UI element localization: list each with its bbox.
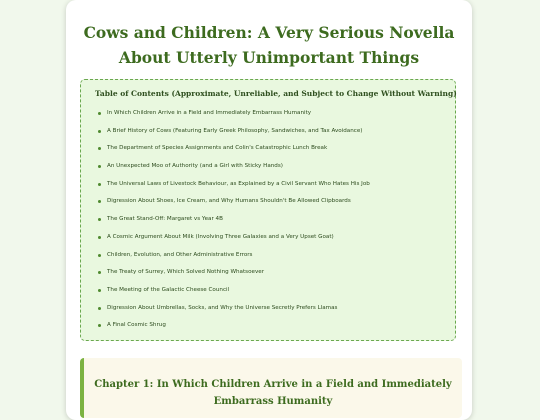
bullet-icon	[98, 130, 101, 133]
toc-link-chapter-7[interactable]: The Great Stand-Off: Margaret vs Year 4B	[107, 216, 223, 223]
bullet-icon	[98, 324, 101, 327]
toc-list	[98, 108, 448, 338]
toc-link-chapter-4[interactable]: An Unexpected Moo of Authority (and a Girl with Sticky Hands)	[107, 163, 283, 170]
toc-item	[98, 303, 448, 321]
document-title: Cows and Children: A Very Serious Novella About Utterly Unimportant Things	[83, 23, 455, 67]
toc-link-chapter-9[interactable]: Children, Evolution, and Other Administrative Errors	[107, 251, 253, 258]
toc-item	[98, 232, 448, 250]
toc-link-chapter-5[interactable]: The Universal Laws of Livestock Behaviour, as Explained by a Civil Servant Who Hates His Job	[107, 180, 370, 187]
bullet-icon	[98, 236, 101, 239]
bullet-icon	[98, 218, 101, 221]
bullet-icon	[98, 165, 101, 168]
toc-item	[98, 143, 448, 161]
toc-item	[98, 285, 448, 303]
toc-item	[98, 196, 448, 214]
bullet-icon	[98, 271, 101, 274]
bullet-icon	[98, 200, 101, 203]
toc-link-chapter-12[interactable]: Digression About Umbrellas, Socks, and Why the Universe Secretly Prefers Llamas	[107, 304, 338, 311]
toc-item	[98, 179, 448, 197]
toc-item	[98, 108, 448, 126]
bullet-icon	[98, 307, 101, 310]
bullet-icon	[98, 112, 101, 115]
toc-link-chapter-1[interactable]: In Which Children Arrive in a Field and Immediately Embarrass Humanity	[107, 110, 312, 116]
toc-item	[98, 214, 448, 232]
toc-link-chapter-11[interactable]: The Meeting of the Galactic Cheese Council	[107, 286, 230, 293]
chapter-title: Chapter 1: In Which Children Arrive in a Field and Immediately Embarrass Humanity	[94, 379, 452, 407]
toc-item	[98, 161, 448, 179]
toc-heading: Table of Contents (Approximate, Unreliable, and Subject to Change Without Warning)	[95, 89, 457, 98]
table-of-contents	[80, 79, 456, 341]
chapter-1-section	[80, 358, 462, 418]
toc-link-chapter-8[interactable]: A Cosmic Argument About Milk (Involving Three Galaxies and a Very Upset Goat)	[107, 233, 334, 240]
toc-item	[98, 126, 448, 144]
toc-item	[98, 250, 448, 268]
toc-item	[98, 267, 448, 285]
document-page	[66, 0, 472, 420]
toc-link-chapter-2[interactable]: A Brief History of Cows (Featuring Early Greek Philosophy, Sandwiches, and Tax Avoidance)	[107, 127, 363, 134]
bullet-icon	[98, 289, 101, 292]
bullet-icon	[98, 254, 101, 257]
toc-link-chapter-13[interactable]: A Final Cosmic Shrug	[107, 322, 166, 329]
toc-item	[98, 320, 448, 338]
toc-link-chapter-10[interactable]: The Treaty of Surrey, Which Solved Nothing Whatsoever	[107, 269, 264, 276]
toc-link-chapter-3[interactable]: The Department of Species Assignments and Colin's Catastrophic Lunch Break	[107, 145, 328, 152]
bullet-icon	[98, 147, 101, 150]
bullet-icon	[98, 183, 101, 186]
toc-link-chapter-6[interactable]: Digression About Shoes, Ice Cream, and Why Humans Shouldn't Be Allowed Clipboards	[107, 198, 351, 205]
